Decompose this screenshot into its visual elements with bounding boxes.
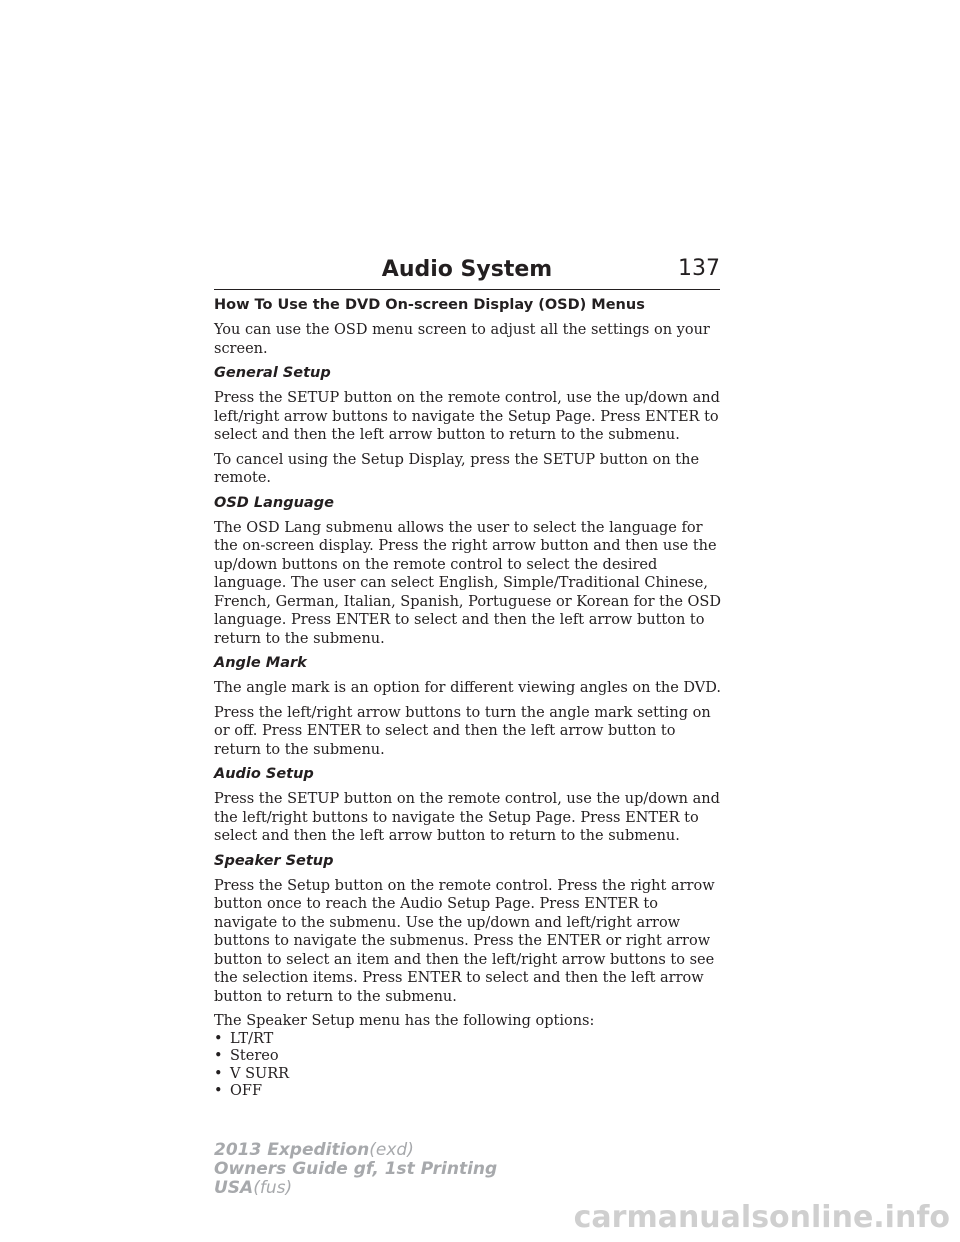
general-setup-paragraph: Press the SETUP button on the remote control, use the up/down and left/right arrow buttons to navigate the Setup Page. Press ENTER to select and then the left arrow button to return to the submenu. — [214, 390, 720, 443]
page-content — [214, 296, 722, 1101]
bullet-icon: • — [214, 1048, 223, 1064]
angle-mark-instructions: Press the left/right arrow buttons to turn the angle mark setting on or off. Press ENTER to select and then the left arrow button to return to the submenu. — [214, 704, 711, 758]
intro-paragraph: You can use the OSD menu screen to adjust all the settings on your screen. — [214, 322, 710, 357]
footer-guide: Owners Guide gf, 1st Printing — [214, 1159, 498, 1179]
page-number: 137 — [678, 256, 720, 281]
bullet-icon: • — [214, 1065, 223, 1082]
main-heading: How To Use the DVD On-screen Display (OSD) Menus — [214, 297, 645, 313]
footer-guide-line — [214, 1160, 497, 1179]
list-item-text: V SURR — [230, 1065, 290, 1082]
footer-market-line — [214, 1179, 497, 1198]
section-heading-audio-setup: Audio Setup — [214, 766, 314, 782]
list-item — [214, 1083, 722, 1101]
section-heading-general-setup: General Setup — [214, 365, 331, 381]
speaker-setup-paragraph: Press the Setup button on the remote control. Press the right arrow button once to reach the Audio Setup Page. Press ENTER to navigate to the submenu. Use the up/down and left/right arrow buttons to navigate the submenus. Press the ENTER or right arrow button to select an item and then the left/right arrow buttons to see the selection items. Press ENTER to select and then the left arrow button to return to the submenu. — [214, 877, 715, 1005]
list-item — [214, 1031, 722, 1049]
page-header — [214, 255, 720, 290]
watermark: carmanualsonline.info — [573, 1200, 950, 1235]
document-footer — [214, 1141, 497, 1198]
section-title: Audio System — [381, 257, 553, 282]
footer-model-code: (exd) — [369, 1140, 414, 1160]
footer-model: 2013 Expedition — [214, 1140, 370, 1160]
angle-mark-paragraph: The angle mark is an option for different viewing angles on the DVD. — [214, 680, 721, 696]
general-setup-cancel-paragraph: To cancel using the Setup Display, press the SETUP button on the remote. — [214, 451, 700, 486]
list-item-text: LT/RT — [230, 1030, 274, 1047]
list-item — [214, 1048, 722, 1066]
footer-market: USA — [214, 1178, 254, 1198]
list-item-text: Stereo — [230, 1048, 279, 1064]
section-heading-angle-mark: Angle Mark — [214, 655, 307, 671]
speaker-options-list — [214, 1031, 722, 1101]
list-item-text: OFF — [230, 1083, 263, 1099]
bullet-icon: • — [214, 1030, 223, 1047]
audio-setup-paragraph: Press the SETUP button on the remote control, use the up/down and the left/right buttons to navigate the Setup Page. Press ENTER to select and then the left arrow button to return to the submenu. — [214, 791, 720, 844]
bullet-icon: • — [214, 1083, 223, 1099]
footer-market-code: (fus) — [253, 1178, 293, 1198]
section-heading-osd-language: OSD Language — [214, 494, 334, 511]
osd-language-paragraph: The OSD Lang submenu allows the user to select the language for the on-screen display. Press the right arrow button and then use the up/down buttons on the remote control to select the desired language. The user can select English, Simple/Traditional Chinese, French, German, Italian, Spanish, Portuguese or Korean for the OSD language. Press ENTER to select and then the left arrow button to return to the submenu. — [214, 519, 721, 647]
section-heading-speaker-setup: Speaker Setup — [214, 852, 334, 869]
list-item — [214, 1066, 722, 1084]
speaker-setup-options-intro: The Speaker Setup menu has the following options: — [214, 1013, 595, 1029]
footer-model-line — [214, 1141, 497, 1160]
